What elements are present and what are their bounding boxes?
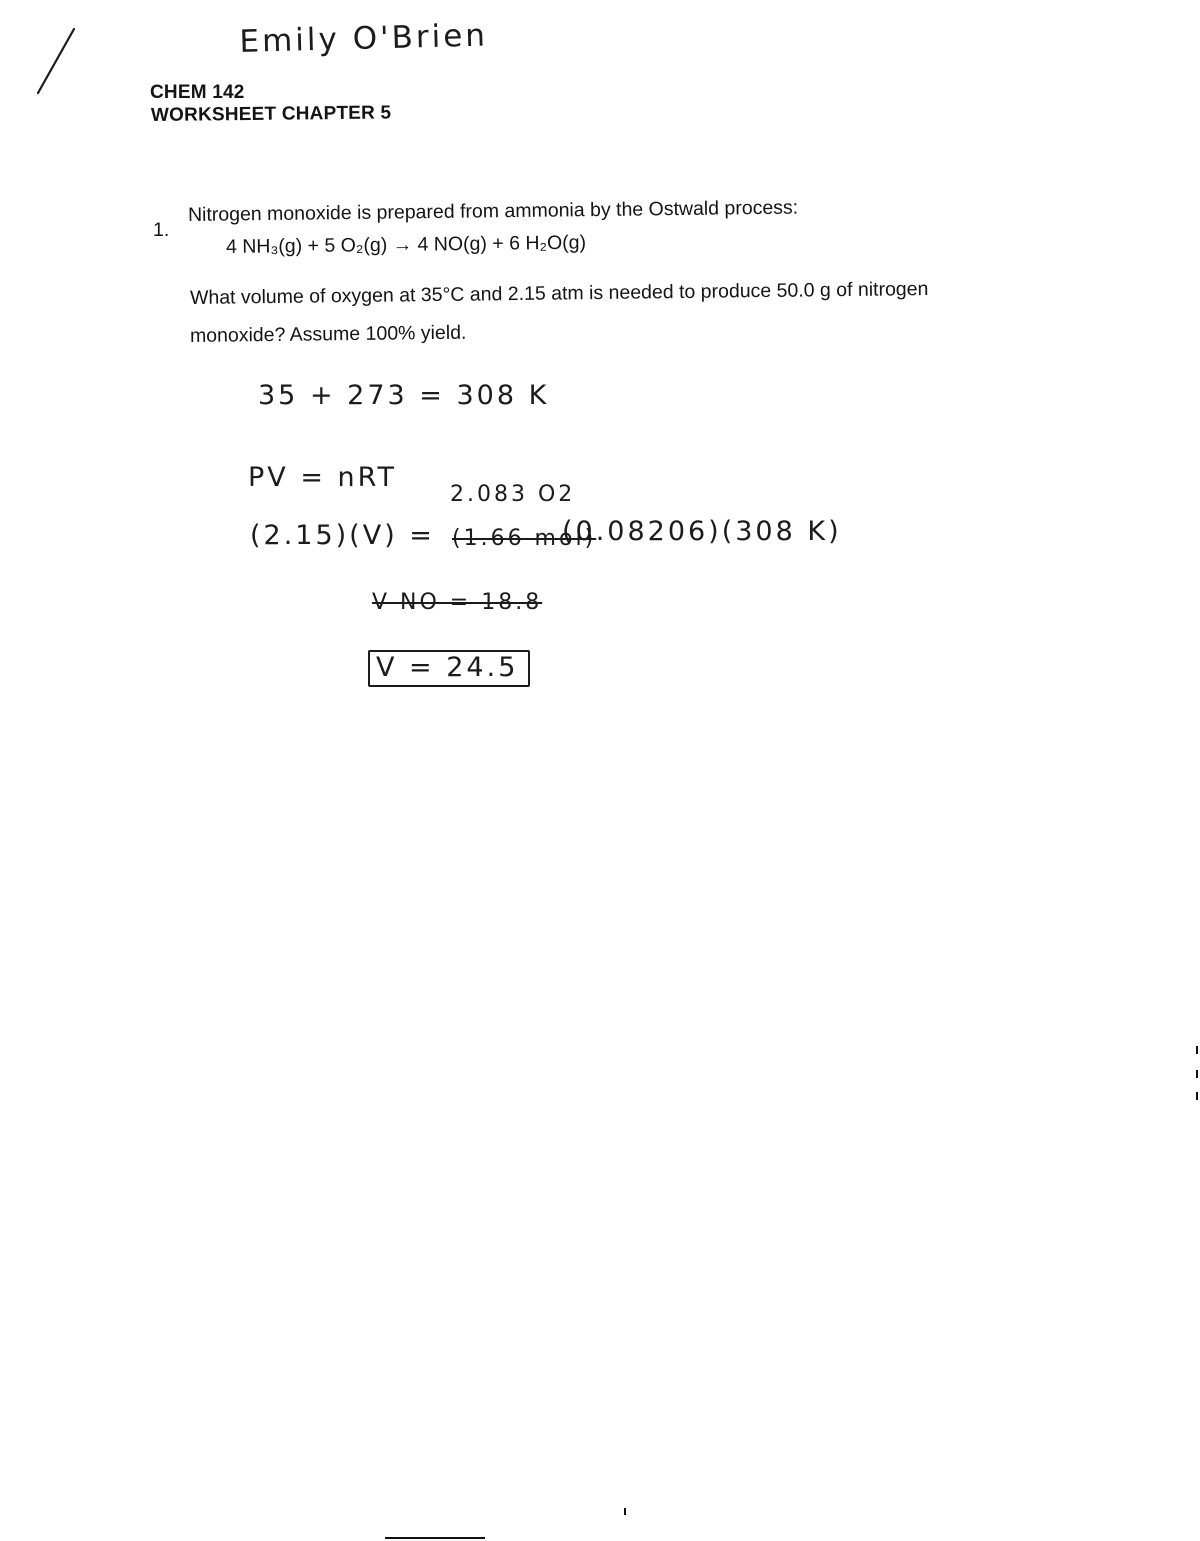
scan-mark-right-3 [1196,1092,1198,1100]
equation-right-side: (0.08206)(308 K) [562,516,842,547]
crossed-out-moles: (1.66 mol) [452,526,597,551]
scan-mark-bottom-tick [624,1508,626,1515]
scan-mark-right-1 [1196,1046,1198,1054]
course-title: CHEM 142 [150,82,245,103]
margin-slash-mark [30,25,80,100]
equation-left-side: (2.15)(V) = [250,520,435,551]
temperature-conversion: 35 + 273 = 308 K [258,380,550,411]
question-text-line-1: Nitrogen monoxide is prepared from ammonia by the Ostwald process: [187,196,799,226]
student-name: Emily O'Brien [239,17,489,60]
crossed-out-result: V NO = 18.8 [372,590,543,615]
final-answer-box: V = 24.5 [368,650,530,687]
question-text-line-3: monoxide? Assume 100% yield. [189,321,467,347]
scan-mark-right-2 [1196,1070,1198,1078]
ideal-gas-law: PV = nRT [248,462,397,493]
question-text-line-2: What volume of oxygen at 35°C and 2.15 atm is needed to produce 50.0 g of nitrogen [189,277,929,309]
worksheet-title: WORKSHEET CHAPTER 5 [150,102,392,126]
scan-mark-bottom-line [385,1537,485,1539]
moles-oxygen-note: 2.083 O2 [450,482,576,507]
question-number: 1. [153,219,170,241]
reaction-equation: 4 NH₃(g) + 5 O₂(g) → 4 NO(g) + 6 H₂O(g) [225,231,587,258]
